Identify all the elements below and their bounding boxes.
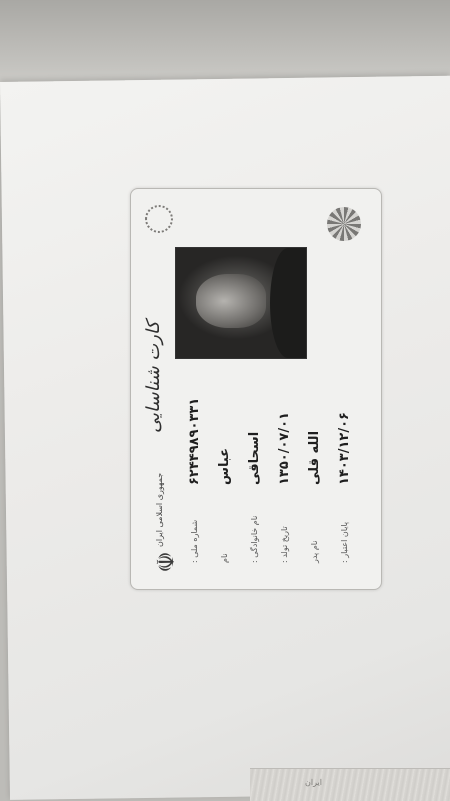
field-value: ۱۳۵۰/۰۷/۰۱ (277, 412, 292, 485)
field-national-id (187, 333, 207, 563)
field-label: نام خانوادگی : (250, 515, 259, 563)
portrait-face (196, 274, 266, 328)
field-label: پایان اعتبار : (340, 521, 349, 563)
field-father-name (307, 333, 327, 563)
stamp-icon (145, 205, 173, 233)
banknote-strip (250, 768, 450, 801)
banknote-strip-text: ایران (305, 778, 322, 787)
hologram-rosette-icon (327, 207, 361, 241)
field-value: الله قلی (307, 430, 322, 485)
field-value: ۶۲۴۴۹۸۹۰۳۳۱ (187, 397, 202, 485)
card-title: کارت شناسایی (143, 321, 164, 433)
field-value: عباس (217, 447, 232, 485)
id-card-inner (137, 195, 375, 583)
portrait-shoulders (270, 248, 306, 358)
field-label: نام پدر (310, 540, 319, 563)
field-last-name (247, 333, 267, 563)
id-card (130, 188, 382, 590)
field-expiry-date (337, 333, 357, 563)
field-value: اسحاقی (247, 431, 262, 485)
emblem-icon: ☫ (152, 551, 180, 573)
field-label: شماره ملی : (190, 519, 199, 563)
field-birth-date (277, 333, 297, 563)
field-value: ۱۴۰۳/۱۲/۰۶ (337, 412, 352, 485)
field-label: تاریخ تولد : (280, 526, 289, 563)
field-label: نام (220, 553, 229, 563)
field-first-name (217, 333, 237, 563)
card-organization: جمهوری اسلامی ایران (155, 472, 164, 547)
portrait-photo (175, 247, 307, 359)
